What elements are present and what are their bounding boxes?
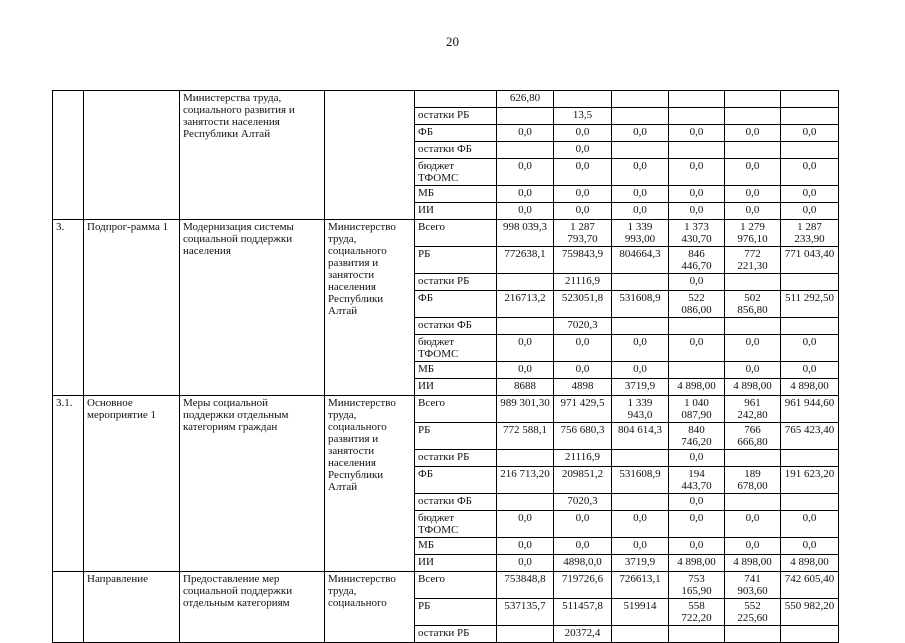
value-cell: 0,0 bbox=[725, 538, 781, 555]
source-label: ФБ bbox=[415, 291, 497, 318]
value-cell: 0,0 bbox=[669, 125, 725, 142]
value-cell: 7020,3 bbox=[554, 494, 612, 511]
executor-cell: Министерство труда, социального bbox=[325, 572, 415, 643]
value-cell bbox=[781, 142, 839, 159]
value-cell: 772638,1 bbox=[497, 247, 554, 274]
value-cell: 0,0 bbox=[725, 125, 781, 142]
value-cell: 3719,9 bbox=[612, 379, 669, 396]
value-cell bbox=[725, 108, 781, 125]
value-cell bbox=[725, 450, 781, 467]
page-number: 20 bbox=[446, 34, 459, 49]
value-cell bbox=[612, 108, 669, 125]
source-label: остатки РБ bbox=[415, 450, 497, 467]
value-cell bbox=[612, 450, 669, 467]
budget-table bbox=[52, 90, 839, 643]
value-cell bbox=[497, 318, 554, 335]
source-label: бюджет ТФОМС bbox=[415, 159, 497, 186]
name-cell: Меры социальной поддержки отдельным категориям граждан bbox=[180, 396, 325, 572]
value-cell: 1 279 976,10 bbox=[725, 220, 781, 247]
type-cell: Основное мероприятие 1 bbox=[84, 396, 180, 572]
value-cell bbox=[725, 91, 781, 108]
value-cell: 998 039,3 bbox=[497, 220, 554, 247]
value-cell bbox=[669, 142, 725, 159]
source-label: остатки ФБ bbox=[415, 318, 497, 335]
type-cell bbox=[84, 91, 180, 220]
value-cell: 537135,7 bbox=[497, 599, 554, 626]
value-cell: 0,0 bbox=[725, 203, 781, 220]
value-cell: 771 043,40 bbox=[781, 247, 839, 274]
value-cell: 772 588,1 bbox=[497, 423, 554, 450]
value-cell bbox=[497, 142, 554, 159]
source-label: МБ bbox=[415, 362, 497, 379]
value-cell: 719726,6 bbox=[554, 572, 612, 599]
value-cell: 0,0 bbox=[554, 203, 612, 220]
value-cell bbox=[669, 362, 725, 379]
value-cell bbox=[725, 274, 781, 291]
value-cell: 804664,3 bbox=[612, 247, 669, 274]
source-label: остатки ФБ bbox=[415, 142, 497, 159]
value-cell: 0,0 bbox=[669, 274, 725, 291]
value-cell bbox=[669, 91, 725, 108]
value-cell: 523051,8 bbox=[554, 291, 612, 318]
value-cell: 766 666,80 bbox=[725, 423, 781, 450]
value-cell: 0,0 bbox=[669, 335, 725, 362]
value-cell: 753848,8 bbox=[497, 572, 554, 599]
value-cell: 0,0 bbox=[497, 511, 554, 538]
value-cell: 0,0 bbox=[554, 362, 612, 379]
value-cell: 0,0 bbox=[554, 538, 612, 555]
value-cell: 0,0 bbox=[725, 186, 781, 203]
value-cell bbox=[497, 274, 554, 291]
value-cell: 0,0 bbox=[612, 511, 669, 538]
source-label: остатки РБ bbox=[415, 108, 497, 125]
value-cell: 0,0 bbox=[669, 186, 725, 203]
value-cell: 4 898,00 bbox=[781, 555, 839, 572]
value-cell bbox=[781, 91, 839, 108]
value-cell bbox=[781, 108, 839, 125]
value-cell: 0,0 bbox=[497, 538, 554, 555]
value-cell bbox=[612, 91, 669, 108]
value-cell: 0,0 bbox=[554, 511, 612, 538]
value-cell: 0,0 bbox=[554, 186, 612, 203]
executor-cell bbox=[325, 91, 415, 220]
value-cell: 1 287 233,90 bbox=[781, 220, 839, 247]
table-row bbox=[53, 91, 839, 108]
value-cell: 0,0 bbox=[554, 125, 612, 142]
source-label: РБ bbox=[415, 599, 497, 626]
executor-cell: Министерство труда, социального развития и занятости населения Республики Алтай bbox=[325, 396, 415, 572]
value-cell: 4898,0,0 bbox=[554, 555, 612, 572]
value-cell: 742 605,40 bbox=[781, 572, 839, 599]
value-cell: 511 292,50 bbox=[781, 291, 839, 318]
value-cell bbox=[497, 450, 554, 467]
value-cell: 626,80 bbox=[497, 91, 554, 108]
value-cell: 0,0 bbox=[554, 159, 612, 186]
name-cell: Министерства труда, социального развития и занятости населения Республики Алтай bbox=[180, 91, 325, 220]
source-label: Всего bbox=[415, 396, 497, 423]
value-cell bbox=[669, 108, 725, 125]
value-cell: 189 678,00 bbox=[725, 467, 781, 494]
value-cell: 0,0 bbox=[781, 159, 839, 186]
value-cell: 1 339 993,00 bbox=[612, 220, 669, 247]
value-cell: 0,0 bbox=[725, 159, 781, 186]
value-cell: 961 242,80 bbox=[725, 396, 781, 423]
value-cell: 0,0 bbox=[669, 511, 725, 538]
value-cell: 0,0 bbox=[612, 159, 669, 186]
value-cell: 759843,9 bbox=[554, 247, 612, 274]
executor-cell: Министерство труда, социального развития и занятости населения Республики Алтай bbox=[325, 220, 415, 396]
value-cell: 0,0 bbox=[669, 203, 725, 220]
num-cell: 3. bbox=[53, 220, 84, 396]
value-cell: 531608,9 bbox=[612, 291, 669, 318]
value-cell: 4 898,00 bbox=[725, 555, 781, 572]
name-cell: Модернизация системы социальной поддержки населения bbox=[180, 220, 325, 396]
num-cell: 3.1. bbox=[53, 396, 84, 572]
value-cell bbox=[781, 494, 839, 511]
source-label bbox=[415, 91, 497, 108]
source-label: ИИ bbox=[415, 555, 497, 572]
type-cell: Направление bbox=[84, 572, 180, 643]
value-cell: 0,0 bbox=[781, 511, 839, 538]
num-cell bbox=[53, 572, 84, 643]
value-cell: 0,0 bbox=[497, 335, 554, 362]
value-cell: 0,0 bbox=[725, 362, 781, 379]
source-label: Всего bbox=[415, 572, 497, 599]
value-cell: 0,0 bbox=[725, 511, 781, 538]
source-label: остатки РБ bbox=[415, 274, 497, 291]
value-cell: 741 903,60 bbox=[725, 572, 781, 599]
value-cell bbox=[725, 318, 781, 335]
source-label: остатки ФБ bbox=[415, 494, 497, 511]
source-label: остатки РБ bbox=[415, 626, 497, 643]
source-label: МБ bbox=[415, 186, 497, 203]
value-cell: 0,0 bbox=[612, 362, 669, 379]
value-cell: 13,5 bbox=[554, 108, 612, 125]
value-cell bbox=[554, 91, 612, 108]
value-cell: 0,0 bbox=[612, 186, 669, 203]
value-cell: 7020,3 bbox=[554, 318, 612, 335]
source-label: бюджет ТФОМС bbox=[415, 511, 497, 538]
value-cell: 21116,9 bbox=[554, 274, 612, 291]
value-cell: 0,0 bbox=[669, 494, 725, 511]
value-cell: 519914 bbox=[612, 599, 669, 626]
value-cell: 0,0 bbox=[781, 203, 839, 220]
value-cell: 0,0 bbox=[781, 125, 839, 142]
value-cell: 0,0 bbox=[497, 555, 554, 572]
value-cell: 4 898,00 bbox=[781, 379, 839, 396]
value-cell bbox=[781, 318, 839, 335]
value-cell bbox=[725, 494, 781, 511]
value-cell: 4898 bbox=[554, 379, 612, 396]
value-cell: 502 856,80 bbox=[725, 291, 781, 318]
type-cell: Подпрог-рамма 1 bbox=[84, 220, 180, 396]
value-cell: 522 086,00 bbox=[669, 291, 725, 318]
value-cell: 1 287 793,70 bbox=[554, 220, 612, 247]
value-cell: 3719,9 bbox=[612, 555, 669, 572]
value-cell: 550 982,20 bbox=[781, 599, 839, 626]
value-cell: 0,0 bbox=[669, 159, 725, 186]
value-cell bbox=[612, 494, 669, 511]
value-cell: 8688 bbox=[497, 379, 554, 396]
value-cell: 194 443,70 bbox=[669, 467, 725, 494]
value-cell: 216713,2 bbox=[497, 291, 554, 318]
value-cell: 0,0 bbox=[612, 538, 669, 555]
value-cell: 1 373 430,70 bbox=[669, 220, 725, 247]
value-cell: 961 944,60 bbox=[781, 396, 839, 423]
value-cell: 21116,9 bbox=[554, 450, 612, 467]
source-label: РБ bbox=[415, 247, 497, 274]
value-cell: 4 898,00 bbox=[669, 555, 725, 572]
value-cell: 0,0 bbox=[781, 538, 839, 555]
value-cell: 4 898,00 bbox=[669, 379, 725, 396]
value-cell: 0,0 bbox=[554, 142, 612, 159]
source-label: ИИ bbox=[415, 203, 497, 220]
source-label: Всего bbox=[415, 220, 497, 247]
table-row bbox=[53, 572, 839, 599]
value-cell: 0,0 bbox=[669, 538, 725, 555]
value-cell: 0,0 bbox=[497, 186, 554, 203]
value-cell: 804 614,3 bbox=[612, 423, 669, 450]
value-cell: 989 301,30 bbox=[497, 396, 554, 423]
table-row bbox=[53, 396, 839, 423]
value-cell bbox=[497, 494, 554, 511]
source-label: МБ bbox=[415, 538, 497, 555]
value-cell: 0,0 bbox=[781, 335, 839, 362]
value-cell: 840 746,20 bbox=[669, 423, 725, 450]
value-cell bbox=[781, 450, 839, 467]
value-cell: 1 339 943,0 bbox=[612, 396, 669, 423]
value-cell: 0,0 bbox=[497, 362, 554, 379]
value-cell bbox=[497, 108, 554, 125]
value-cell: 0,0 bbox=[497, 125, 554, 142]
value-cell: 971 429,5 bbox=[554, 396, 612, 423]
value-cell: 0,0 bbox=[725, 335, 781, 362]
value-cell bbox=[612, 142, 669, 159]
value-cell: 4 898,00 bbox=[725, 379, 781, 396]
source-label: ФБ bbox=[415, 467, 497, 494]
value-cell: 0,0 bbox=[612, 203, 669, 220]
value-cell: 216 713,20 bbox=[497, 467, 554, 494]
source-label: бюджет ТФОМС bbox=[415, 335, 497, 362]
value-cell: 209851,2 bbox=[554, 467, 612, 494]
value-cell bbox=[781, 274, 839, 291]
source-label: РБ bbox=[415, 423, 497, 450]
value-cell: 753 165,90 bbox=[669, 572, 725, 599]
value-cell: 0,0 bbox=[669, 450, 725, 467]
value-cell: 0,0 bbox=[497, 203, 554, 220]
value-cell bbox=[725, 142, 781, 159]
value-cell bbox=[669, 318, 725, 335]
source-label: ФБ bbox=[415, 125, 497, 142]
value-cell: 0,0 bbox=[612, 335, 669, 362]
value-cell: 846 446,70 bbox=[669, 247, 725, 274]
name-cell: Предоставление мер социальной поддержки отдельным категориям bbox=[180, 572, 325, 643]
value-cell: 0,0 bbox=[781, 186, 839, 203]
value-cell: 0,0 bbox=[781, 362, 839, 379]
value-cell: 1 040 087,90 bbox=[669, 396, 725, 423]
value-cell: 552 225,60 bbox=[725, 599, 781, 626]
value-cell: 531608,9 bbox=[612, 467, 669, 494]
value-cell bbox=[612, 318, 669, 335]
source-label: ИИ bbox=[415, 379, 497, 396]
value-cell: 0,0 bbox=[554, 335, 612, 362]
value-cell: 765 423,40 bbox=[781, 423, 839, 450]
value-cell bbox=[612, 274, 669, 291]
num-cell bbox=[53, 91, 84, 220]
value-cell: 772 221,30 bbox=[725, 247, 781, 274]
value-cell: 0,0 bbox=[612, 125, 669, 142]
value-cell: 726613,1 bbox=[612, 572, 669, 599]
table-row bbox=[53, 220, 839, 247]
value-cell: 191 623,20 bbox=[781, 467, 839, 494]
value-cell: 756 680,3 bbox=[554, 423, 612, 450]
value-cell: 0,0 bbox=[497, 159, 554, 186]
value-cell: 511457,8 bbox=[554, 599, 612, 626]
value-cell: 558 722,20 bbox=[669, 599, 725, 626]
value-cell: 20372,4 bbox=[554, 626, 612, 643]
